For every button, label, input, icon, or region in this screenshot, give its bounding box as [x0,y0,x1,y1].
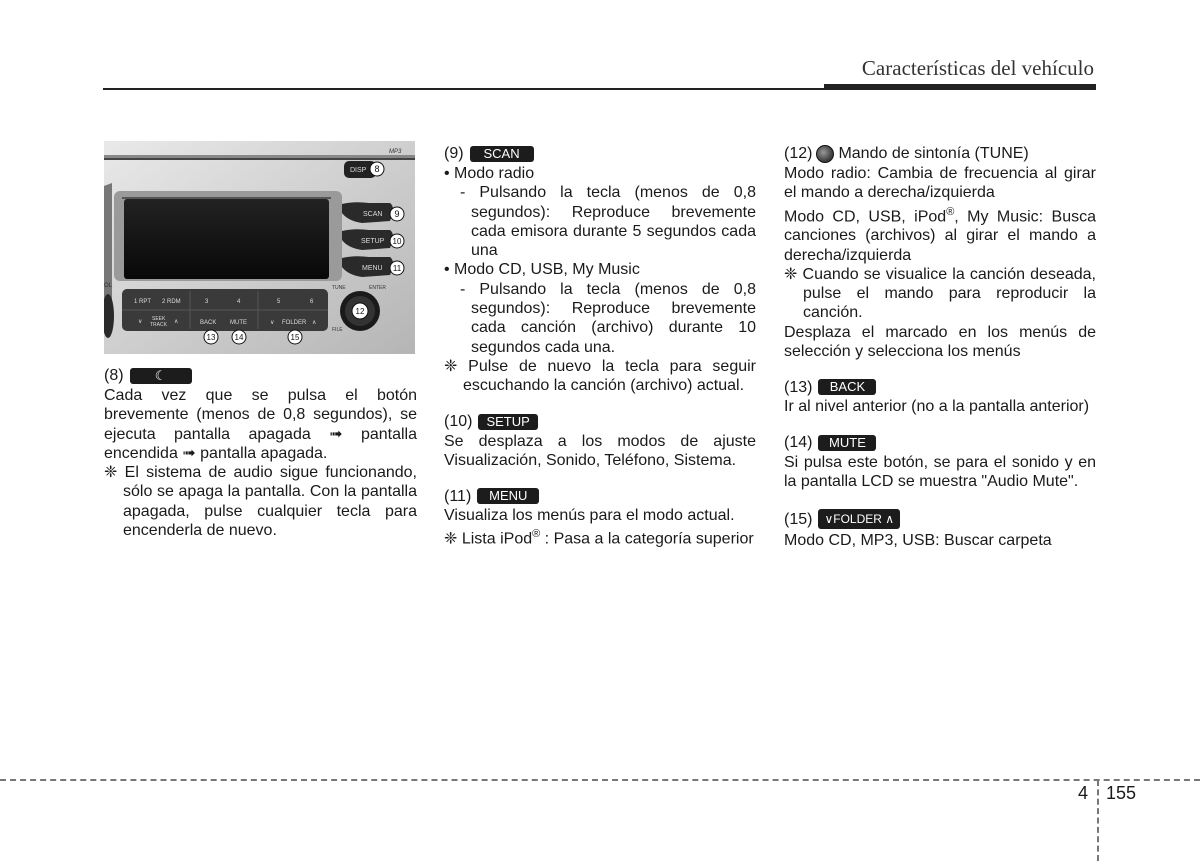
callout-11: 11 [392,264,402,273]
tune-knob-icon [816,145,834,163]
footer-vertical-rule [1097,780,1099,861]
mute-key: MUTE [818,435,876,451]
column-1 [104,366,417,540]
section-12-note: ❈ Cuando se visualice la canción deseada, pulse el mando para reproducir la canción. [784,265,1096,322]
section-10-heading [444,412,756,432]
preset-6-label: 6 [310,299,314,305]
back-key: BACK [818,379,876,395]
volume-label: OL [104,283,113,289]
tune-label: TUNE [332,285,346,291]
callout-8: 8 [374,164,380,174]
callout-12: 12 [355,307,365,316]
section-13-body: Ir al nivel anterior (no a la pantalla anterior) [784,398,1090,416]
chevron-up-icon: ∧ [885,512,895,527]
section-9-note: ❈ Pulse de nuevo la tecla para seguir escuchando la canción (archivo) actual. [444,357,756,395]
seek-up-icon: ∧ [174,319,179,325]
chapter-number: 4 [1078,783,1089,803]
section-11-body: Visualiza los menús para el modo actual. [444,507,735,525]
menu-key: MENU [477,488,539,504]
track-label: TRACK [150,322,167,328]
seek-label: SEEK [152,316,166,322]
section-9-bullet-cd-detail: - Pulsando la tecla (menos de 0,8 segundos): Reproduce brevemente cada canción (archivo) durante 10 segundos cada una. [460,280,756,356]
folder-up-icon: ∧ [312,320,317,326]
folder-button-label: FOLDER [282,320,307,326]
page-header-title: Características del vehículo [861,56,1094,80]
enter-label: ENTER [369,285,386,291]
section-12-title: Mando de sintonía (TUNE) [838,145,1029,163]
callout-9: 9 [394,209,400,219]
moon-icon: ☾ [154,368,167,383]
display-off-key [130,368,192,384]
column-2 [444,144,756,549]
callout-10: 10 [392,237,402,246]
section-11-number: (11) [444,487,472,505]
preset-5-label: 5 [277,299,281,305]
section-13-number: (13) [784,378,813,396]
preset-4-label: 4 [237,299,241,305]
section-9-number: (9) [444,145,464,163]
setup-button-label: SETUP [361,238,385,245]
menu-button-label: MENU [362,265,383,272]
section-11-note: ❈ Lista iPod® : Pasa a la categoría superior [444,528,754,548]
section-8-body: Cada vez que se pulsa el botón brevemente (menos de 0,8 segundos), se ejecuta pantalla apagada ➟ pantalla encendida ➟ pantalla apagada. [104,387,417,462]
section-8-note: ❈ El sistema de audio sigue funcionando, sólo se apaga la pantalla. Con la pantalla apagada, pulse cualquier tecla para encenderla de nuevo. [104,464,417,540]
scan-button-label: SCAN [363,211,383,218]
folder-down-icon: ∨ [270,320,275,326]
section-8-number: (8) [104,367,124,385]
section-9-bullet-cd: • Modo CD, USB, My Music [444,261,640,279]
section-12-radio: Modo radio: Cambia de frecuencia al girar el mando a derecha/izquierda [784,165,1096,202]
section-12-heading [784,144,1096,164]
section-12-body2: Desplaza el marcado en los menús de selección y selecciona los menús [784,323,1096,360]
chevron-down-icon: ∨ [824,512,834,527]
folder-key: ∨FOLDER ∧ [818,509,900,529]
section-12-number: (12) [784,145,813,163]
section-13-heading [784,377,1096,397]
section-14-number: (14) [784,433,813,451]
column-3 [784,144,1096,550]
callout-13: 13 [206,333,216,342]
section-8-heading [104,366,417,386]
section-9-bullet-radio-detail: - Pulsando la tecla (menos de 0,8 segundos): Reproduce brevemente cada emisora durante 5 segundos cada una [460,184,756,260]
callout-14: 14 [234,333,244,342]
scan-key: SCAN [470,146,534,162]
seek-down-icon: ∨ [138,319,143,325]
section-11-heading [444,486,756,506]
page-number: 155 [1106,783,1137,803]
section-10-body: Se desplaza a los modos de ajuste Visualización, Sonido, Teléfono, Sistema. [444,432,756,469]
section-15-body: Modo CD, MP3, USB: Buscar carpeta [784,532,1052,550]
section-15-number: (15) [784,510,813,528]
callout-15: 15 [290,333,300,342]
radio-unit-image [104,141,415,354]
section-14-heading [784,433,1096,453]
section-9-bullet-radio: • Modo radio [444,165,535,182]
preset-2-label: 2 RDM [162,299,181,305]
mute-button-label: MUTE [230,320,247,326]
section-14-body: Si pulsa este botón, se para el sonido y en la pantalla LCD se muestra "Audio Mute". [784,453,1096,490]
back-button-label: BACK [200,320,217,326]
disp-button-label: DISP [350,167,367,174]
mp3-logo: MP3 [389,149,402,155]
footer-dashed-rule [0,779,1200,781]
setup-key: SETUP [478,414,537,430]
section-15-heading [784,507,1096,531]
header-rule-accent [824,84,1096,90]
preset-1-label: 1 RPT [134,299,152,305]
preset-3-label: 3 [205,299,209,305]
section-9-heading [444,144,756,164]
file-label: FILE [332,327,343,333]
section-10-number: (10) [444,412,473,430]
section-12-cd: Modo CD, USB, iPod®, My Music: Busca canciones (archivos) al girar el mando a derecha/izquierda [784,205,1097,264]
